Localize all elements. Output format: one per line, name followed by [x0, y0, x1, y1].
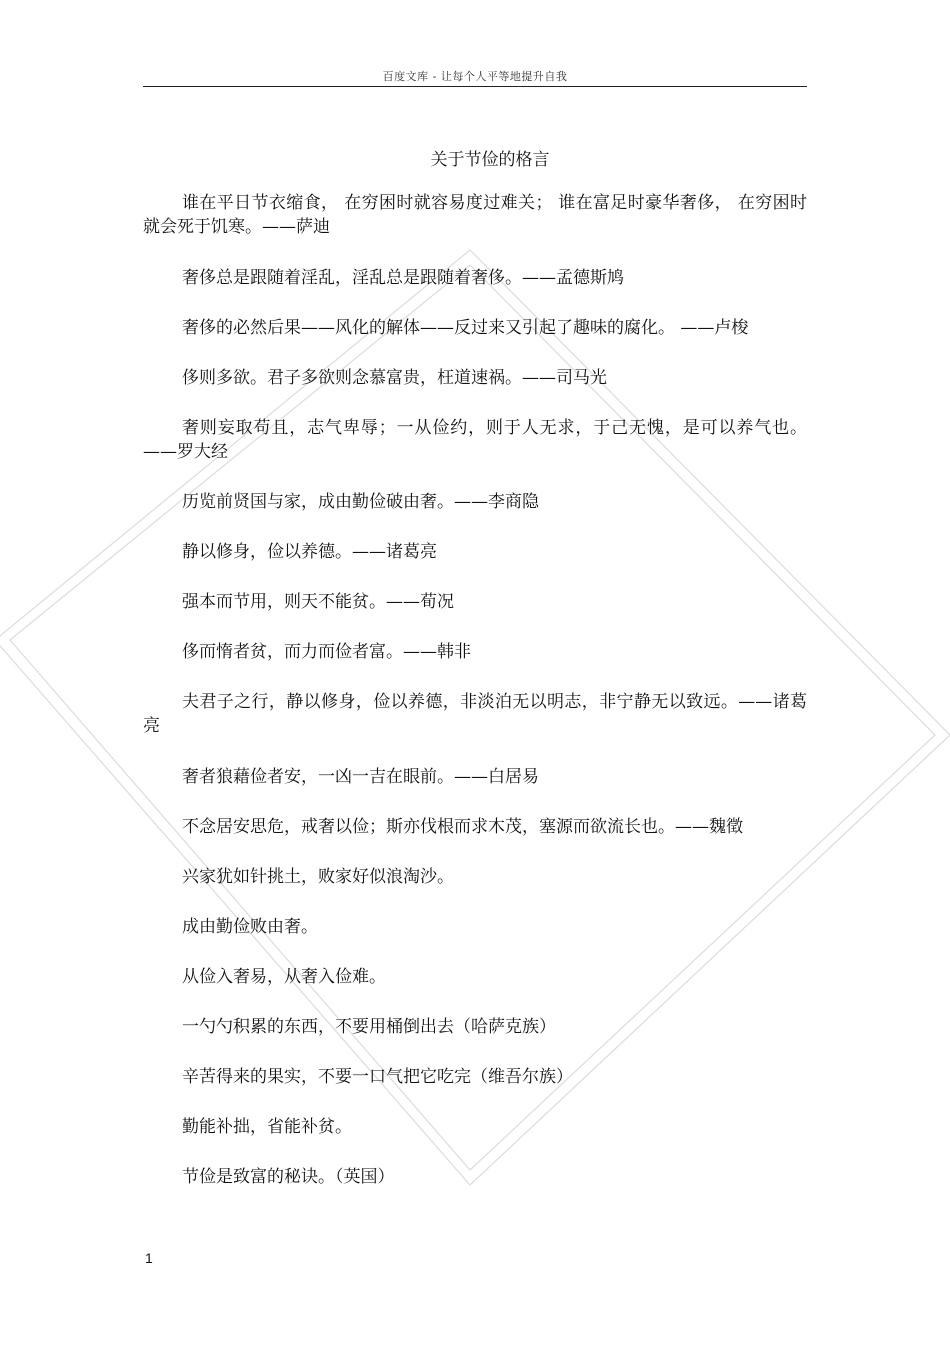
quote-paragraph: 不念居安思危，戒奢以俭；斯亦伐根而求木茂，塞源而欲流长也。——魏徵: [182, 817, 743, 837]
quote-paragraph: 奢者狼藉俭者安，一凶一吉在眼前。——白居易: [182, 767, 539, 787]
quote-paragraph: 成由勤俭败由奢。: [182, 917, 318, 937]
page-number: 1: [145, 1250, 153, 1266]
quote-paragraph: 节俭是致富的秘诀。（英国）: [182, 1167, 395, 1187]
quote-paragraph: 奢侈总是跟随着淫乱，淫乱总是跟随着奢侈。——孟德斯鸠: [182, 268, 624, 288]
page-header: 百度文库 - 让每个人平等地提升自我: [382, 70, 568, 83]
quote-paragraph: 勤能补拙，省能补贫。: [182, 1117, 352, 1137]
quote-paragraph: 从俭入奢易，从奢入俭难。: [182, 967, 386, 987]
quote-paragraph: 奢侈的必然后果——风化的解体——反过来又引起了趣味的腐化。 ——卢梭: [182, 318, 749, 338]
quote-paragraph: 夫君子之行，静以修身，俭以养德，非淡泊无以明志，非宁静无以致远。——诸葛亮: [143, 692, 807, 736]
quote-paragraph: 历览前贤国与家，成由勤俭破由奢。——李商隐: [182, 492, 539, 512]
quote-paragraph: 静以修身，俭以养德。——诸葛亮: [182, 542, 437, 562]
quote-paragraph: 奢则妄取苟且，志气卑辱；一从俭约，则于人无求，于己无愧，是可以养气也。——罗大经: [143, 418, 807, 462]
quote-paragraph: 辛苦得来的果实，不要一口气把它吃完（维吾尔族）: [182, 1067, 573, 1087]
quote-paragraph: 侈则多欲。君子多欲则念慕富贵，枉道速祸。——司马光: [182, 368, 607, 388]
header-divider: [143, 86, 807, 87]
quote-paragraph: 强本而节用，则天不能贫。——荀况: [182, 592, 454, 612]
quote-paragraph: 兴家犹如针挑土，败家好似浪淘沙。: [182, 867, 454, 887]
document-title: 关于节俭的格言: [430, 150, 550, 170]
quote-paragraph: 谁在平日节衣缩食， 在穷困时就容易度过难关； 谁在富足时豪华奢侈， 在穷困时就会死于饥寒。——萨迪: [143, 193, 807, 237]
quote-paragraph: 一勺勺积累的东西，不要用桶倒出去（哈萨克族）: [182, 1017, 556, 1037]
quote-paragraph: 侈而惰者贫，而力而俭者富。——韩非: [182, 642, 471, 662]
